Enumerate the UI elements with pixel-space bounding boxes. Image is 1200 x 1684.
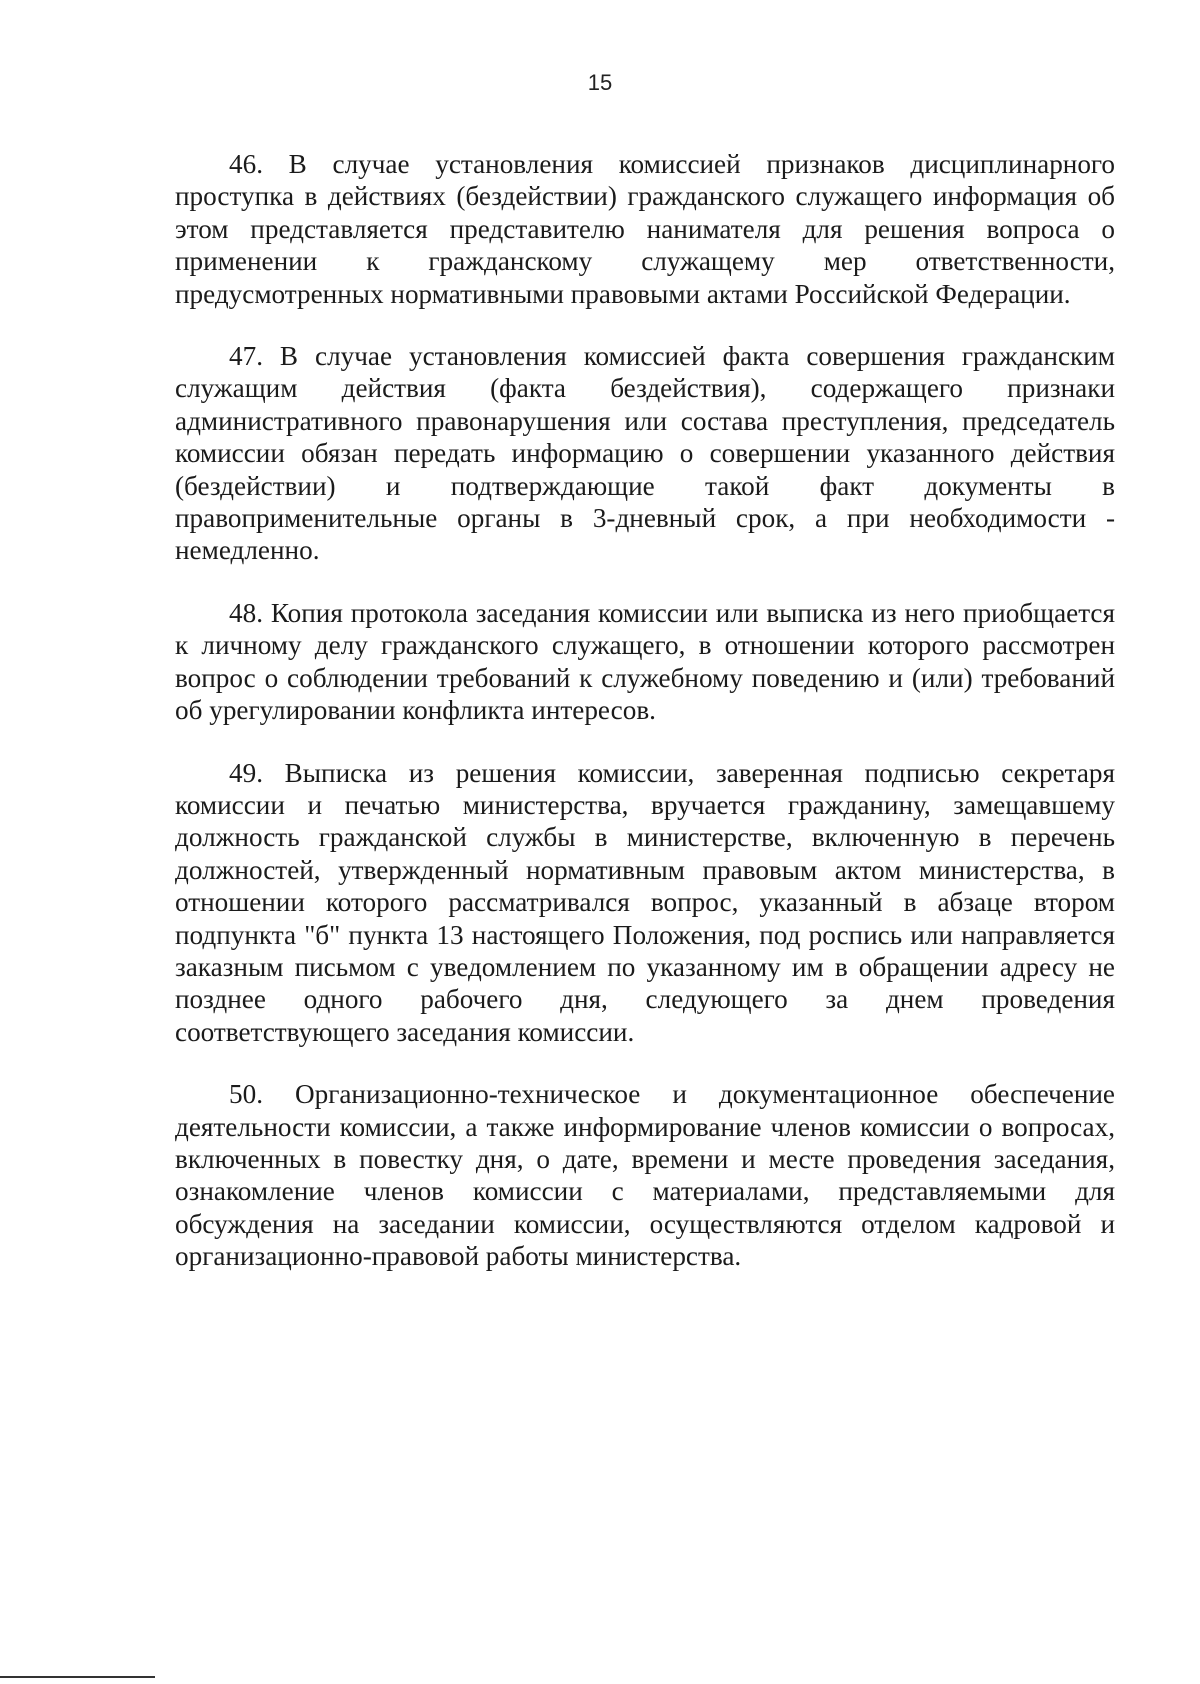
paragraph-48: 48. Копия протокола заседания комиссии или выписка из него приобщается к личному делу гражданского служащего, в отношении которого рассмотрен вопрос о соблюдении требований к служебному поведению и (или) требований об урегулировании конфликта интересов.	[175, 597, 1115, 726]
page-number: 15	[587, 70, 613, 95]
document-body	[175, 148, 1115, 1303]
paragraph-50: 50. Организационно-техническое и документационное обеспечение деятельности комиссии, а также информирование членов комиссии о вопросах, включенных в повестку дня, о дате, времени и месте проведения заседания, ознакомление членов комиссии с материалами, представляемыми для обсуждения на заседании комиссии, осуществляются отделом кадровой и организационно-правовой работы министерства.	[175, 1079, 1115, 1272]
paragraph-49: 49. Выписка из решения комиссии, заверенная подписью секретаря комиссии и печатью министерства, вручается гражданину, замещавшему должность гражданской службы в министерстве, включенную в перечень должностей, утвержденный нормативным правовым актом министерства, в отношении которого рассматривался вопрос, указанный в абзаце втором подпункта "б" пункта 13 настоящего Положения, под роспись или направляется заказным письмом с уведомлением по указанному им в обращении адресу не позднее одного рабочего дня, следующего за днем проведения соответствующего заседания комиссии.	[175, 757, 1115, 1047]
footer-rule	[0, 1676, 155, 1678]
paragraph-46: 46. В случае установления комиссией признаков дисциплинарного проступка в действиях (бездействии) гражданского служащего информация об этом представляется представителю нанимателя для решения вопроса о применении к гражданскому служащему мер ответственности, предусмотренных нормативными правовыми актами Российской Федерации.	[175, 149, 1115, 309]
paragraph-47: 47. В случае установления комиссией факта совершения гражданским служащим действия (факта бездействия), содержащего признаки административного правонарушения или состава преступления, председатель комиссии обязан передать информацию о совершении указанного действия (бездействии) и подтверждающие такой факт документы в правоприменительные органы в 3-дневный срок, а при необходимости - немедленно.	[175, 341, 1115, 566]
